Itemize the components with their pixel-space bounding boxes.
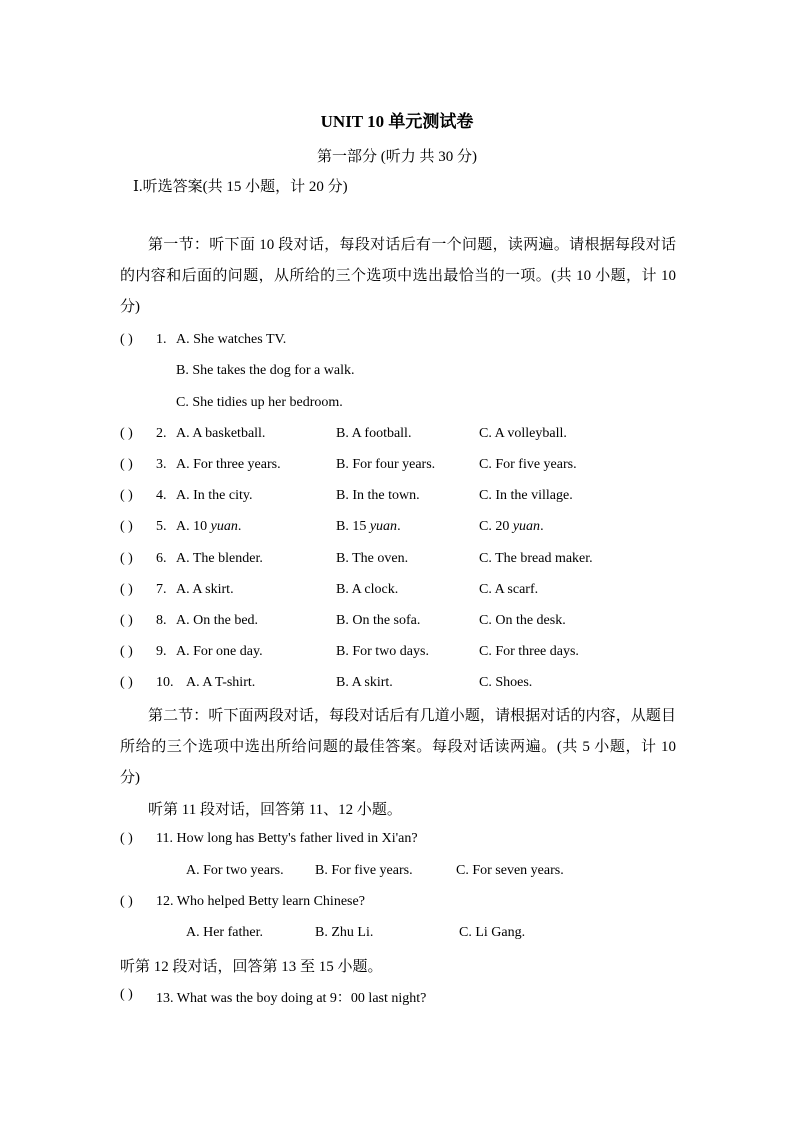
option-a: A. The blender. <box>176 551 263 566</box>
answer-blank[interactable]: ( ) <box>120 519 133 534</box>
option-b: B. She takes the dog for a walk. <box>176 363 355 378</box>
answer-blank[interactable]: ( ) <box>120 831 133 846</box>
question-number: 8. <box>156 613 167 628</box>
section-heading: Ⅰ.听选答案(共 15 小题，计 20 分) <box>133 179 348 195</box>
option-c: C. In the village. <box>479 488 573 503</box>
option-a: A. She watches TV. <box>176 332 287 347</box>
answer-blank[interactable]: ( ) <box>120 613 133 628</box>
option-c: C. Shoes. <box>479 675 533 690</box>
answer-blank[interactable]: ( ) <box>120 644 133 659</box>
option-b: B. A football. <box>336 426 412 441</box>
question-13 <box>120 987 540 1007</box>
question-number: 1. <box>156 332 167 347</box>
question-number: 3. <box>156 457 167 472</box>
option-b: B. For five years. <box>315 863 413 878</box>
question-11 <box>120 831 520 851</box>
unit-yuan: yuan <box>369 519 398 534</box>
answer-blank[interactable]: ( ) <box>120 332 133 347</box>
option-a: A. For three years. <box>176 457 281 472</box>
option-c: C. She tidies up her bedroom. <box>176 395 343 410</box>
question-number: 10. <box>156 675 174 690</box>
answer-blank[interactable]: ( ) <box>120 488 133 503</box>
dialog-12-intro: 听第 12 段对话，回答第 13 至 15 小题。 <box>120 959 383 975</box>
option-c: C. For three days. <box>479 644 579 659</box>
question-number: 9. <box>156 644 167 659</box>
option-c: C. For seven years. <box>456 863 564 878</box>
page-title: UNIT 10 单元测试卷 <box>320 112 474 131</box>
answer-blank[interactable]: ( ) <box>120 457 133 472</box>
answer-blank[interactable]: ( ) <box>120 426 133 441</box>
unit-yuan: yuan <box>210 519 238 534</box>
option-a: A. A basketball. <box>176 426 266 441</box>
option-b: B. Zhu Li. <box>315 925 374 940</box>
option-a: A. A skirt. <box>176 582 234 597</box>
question-number: 6. <box>156 551 167 566</box>
question-number: 7. <box>156 582 167 597</box>
option-a: A. In the city. <box>176 488 253 503</box>
answer-blank[interactable]: ( ) <box>120 894 133 909</box>
option-c: C. A scarf. <box>479 582 539 597</box>
question-text: 13. What was the boy doing at 9：00 last night? <box>156 991 427 1006</box>
option-b: B. A clock. <box>336 582 399 597</box>
option-c: C. The bread maker. <box>479 551 593 566</box>
option-b: B. For two days. <box>336 644 429 659</box>
option-a: A. A T-shirt. <box>186 675 256 690</box>
option-b: B. For four years. <box>336 457 436 472</box>
option-a: A. For one day. <box>176 644 263 659</box>
option-c: C. A volleyball. <box>479 426 567 441</box>
option-a: A. For two years. <box>186 863 284 878</box>
option-c: C. 20 yuan. <box>479 519 544 534</box>
option-a: A. 10 yuan. <box>176 519 242 534</box>
part-heading: 第一部分 (听力 共 30 分) <box>317 149 477 165</box>
question-number: 5. <box>156 519 167 534</box>
answer-blank[interactable]: ( ) <box>120 675 133 690</box>
dialog-11-intro: 听第 11 段对话，回答第 11、12 小题。 <box>148 802 402 818</box>
option-c: C. For five years. <box>479 457 577 472</box>
section2-instructions: 第二节：听下面两段对话，每段对话后有几道小题，请根据对话的内容，从题目所给的三个选项中选出所给问题的最佳答案。每段对话读两遍。(共 5 小题，计 10 分) <box>120 708 676 786</box>
option-c: C. On the desk. <box>479 613 566 628</box>
unit-yuan: yuan <box>512 519 541 534</box>
option-b: B. On the sofa. <box>336 613 421 628</box>
option-b: B. The oven. <box>336 551 409 566</box>
answer-blank[interactable]: ( ) <box>120 582 133 597</box>
question-text: 11. How long has Betty's father lived in Xi'an? <box>156 831 418 846</box>
option-a: A. Her father. <box>186 925 263 940</box>
question-12 <box>120 894 520 914</box>
option-c: C. Li Gang. <box>459 925 526 940</box>
question-text: 12. Who helped Betty learn Chinese? <box>156 894 365 909</box>
answer-blank[interactable]: ( ) <box>120 987 133 1002</box>
answer-blank[interactable]: ( ) <box>120 551 133 566</box>
option-b: B. A skirt. <box>336 675 393 690</box>
section1-instructions: 第一节：听下面 10 段对话，每段对话后有一个问题，读两遍。请根据每段对话的内容和后面的问题，从所给的三个选项中选出最恰当的一项。(共 10 小题，计 10 分) <box>120 237 676 315</box>
question-number: 2. <box>156 426 167 441</box>
option-a: A. On the bed. <box>176 613 259 628</box>
question-number: 4. <box>156 488 167 503</box>
option-b: B. In the town. <box>336 488 420 503</box>
option-b: B. 15 yuan. <box>336 519 401 534</box>
